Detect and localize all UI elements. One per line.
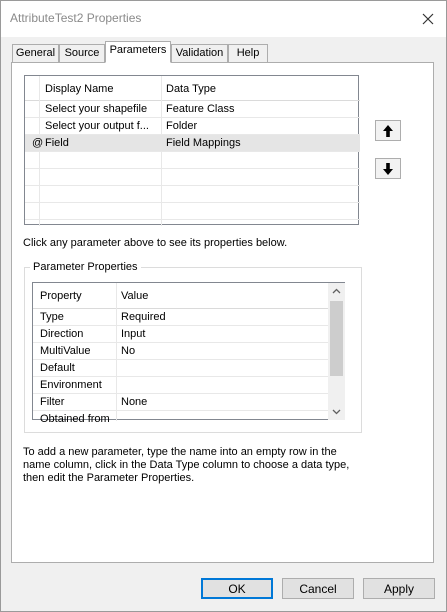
scroll-up-button[interactable] — [328, 283, 345, 299]
column-header-value[interactable]: Value — [121, 290, 149, 302]
move-up-button[interactable] — [375, 120, 401, 141]
table-row[interactable] — [25, 101, 360, 117]
column-header-display-name[interactable]: Display Name — [45, 83, 114, 95]
table-row-selected[interactable] — [25, 135, 360, 151]
table-row[interactable] — [25, 118, 360, 134]
help-text: To add a new parameter, type the name into an empty row in the name column, click in the Data Type column to choose a data type, then edit the Parameter Properties. — [23, 446, 350, 484]
scroll-down-button[interactable] — [328, 404, 345, 420]
param-name-cell[interactable]: Select your output f... — [45, 120, 149, 132]
tab-general[interactable]: General — [12, 44, 59, 62]
row-marker: @ — [32, 137, 44, 149]
param-name-cell[interactable]: Field — [45, 137, 69, 149]
tab-help[interactable]: Help — [228, 44, 268, 62]
property-name: Environment — [40, 379, 102, 391]
parameter-properties-table — [32, 282, 345, 425]
property-value[interactable]: None — [121, 396, 148, 408]
property-value[interactable]: Required — [121, 311, 166, 323]
property-value[interactable]: Input — [121, 328, 146, 340]
tab-source[interactable]: Source — [59, 44, 105, 62]
property-name: Filter — [40, 396, 65, 408]
ok-button[interactable]: OK — [201, 578, 273, 599]
close-button[interactable] — [415, 7, 441, 31]
group-label: Parameter Properties — [30, 261, 141, 273]
scroll-thumb[interactable] — [330, 301, 343, 376]
click-hint-text: Click any parameter above to see its properties below. — [23, 237, 288, 249]
param-name-cell[interactable]: Select your shapefile — [45, 103, 148, 115]
property-name: MultiValue — [40, 345, 91, 357]
column-header-data-type[interactable]: Data Type — [166, 83, 216, 95]
property-name: Direction — [40, 328, 84, 340]
property-name: Type — [40, 311, 64, 323]
window-title: AttributeTest2 Properties — [10, 11, 142, 25]
param-type-cell[interactable]: Feature Class — [166, 103, 235, 115]
param-type-cell[interactable]: Field Mappings — [166, 137, 241, 149]
property-value[interactable]: No — [121, 345, 136, 357]
property-name: Default — [40, 362, 75, 374]
arrow-up-icon — [382, 124, 394, 138]
arrow-down-icon — [382, 162, 394, 176]
param-type-cell[interactable]: Folder — [166, 120, 198, 132]
chevron-up-icon — [332, 288, 341, 294]
properties-scrollbar[interactable] — [328, 283, 345, 420]
column-header-property[interactable]: Property — [40, 290, 82, 302]
parameters-table — [24, 75, 359, 225]
close-icon — [422, 13, 434, 25]
tab-parameters[interactable]: Parameters — [105, 41, 171, 63]
move-down-button[interactable] — [375, 158, 401, 179]
cancel-button[interactable]: Cancel — [282, 578, 354, 599]
parameters-tab-panel — [11, 62, 434, 563]
apply-button[interactable]: Apply — [363, 578, 435, 599]
property-name: Obtained from — [40, 413, 110, 425]
chevron-down-icon — [332, 409, 341, 415]
tab-validation[interactable]: Validation — [171, 44, 228, 62]
title-bar — [1, 1, 446, 37]
